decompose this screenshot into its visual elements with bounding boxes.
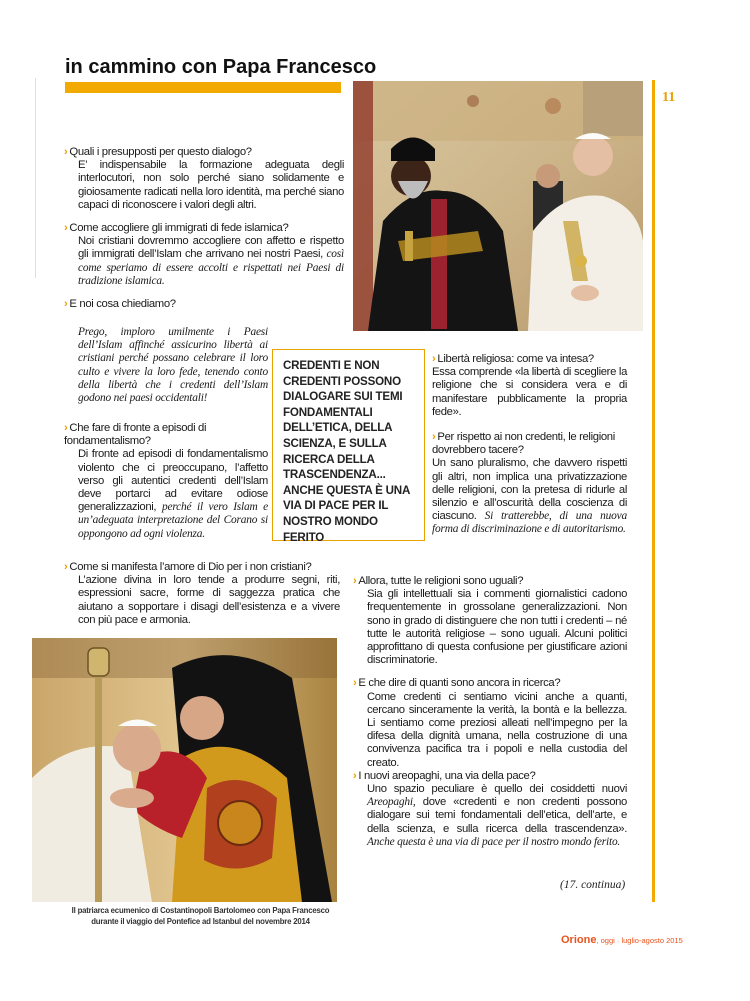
- question-10: › I nuovi areopaghi, una via della pace?: [353, 769, 536, 782]
- question-3: › E noi cosa chiediamo?: [64, 298, 176, 311]
- column-left-top: [64, 146, 344, 311]
- answer-3-block: [78, 326, 268, 405]
- answer-4: Di fronte ad episodi di fondamentalismo violento che ci preoccupano, l’affetto verso gli autentici credenti dell’Islam deve portarci ad evitare odiose generalizzazioni, perché il vero Islam e un’adeguata interpretazione del Corano si oppongono ad ogni violenza.: [78, 448, 268, 540]
- answer-2: Noi cristiani dovremmo accogliere con affetto e rispetto gli immigrati dell’Islam che arrivano nei nostri Paesi, così come speriamo di essere accolti e rispettati nei Paesi di tradizione islamica.: [78, 235, 344, 287]
- left-margin-rule: [35, 78, 36, 278]
- answer-8: Sia gli intellettuali sia i commenti giornalistici cadono frequentemente in grossolane generalizzazioni. Non sono in grado di distinguere che non tutti i credenti – né tutte le autorità religiose – sono uguali. Alcuni politici approfittano di questa confusione per giustificare azioni discriminatorie.: [367, 588, 627, 667]
- header-accent-bar: [65, 82, 341, 93]
- answer-3: Prego, imploro umilmente i Paesi dell’Islam affinché assicurino libertà ai cristiani perché possano celebrare il loro culto e vivere la loro fede, tenendo conto della libertà che i credenti dell’Islam godono nei paesi occidentali!: [78, 326, 268, 405]
- chevron-right-icon: ›: [353, 769, 357, 782]
- chevron-right-icon: ›: [64, 146, 68, 158]
- photo-caption: Il patriarca ecumenico di Costantinopoli Bartolomeo con Papa Francesco durante il viaggio del Pontefice ad Istanbul del novembre 2014: [71, 906, 330, 926]
- chevron-right-icon: ›: [64, 561, 68, 573]
- photo-patriarch-bartholomew-embrace: [32, 638, 337, 902]
- question-4: › Che fare di fronte a episodi di fondamentalismo?: [64, 422, 207, 448]
- pull-quote-box: [272, 349, 425, 544]
- answer-5: L’azione divina in loro tende a produrre segni, riti, espressioni sacre, forme di saggezza pratica che aiutano a sopportare i disagi dell’esistenza e a vivere con più pace e armonia.: [78, 574, 340, 626]
- continued-note: (17. continua): [560, 879, 626, 891]
- column-left-bottom: [64, 561, 340, 627]
- photo-pope-and-patriarch: [353, 81, 643, 331]
- question-8: › Allora, tutte le religioni sono uguali?: [353, 575, 524, 587]
- answer-10: Uno spazio peculiare è quello dei cosiddetti nuovi Areopaghi, dove «credenti e non credenti possono dialogare sui temi fondamentali dell’etica, dell’arte, e della scienza, e sulla ricerca della trascendenza». Anche questa è una via di pace per il nostro mondo ferito.: [367, 783, 627, 848]
- column-right-top: [432, 353, 627, 537]
- chevron-right-icon: ›: [64, 298, 68, 311]
- chevron-right-icon: ›: [353, 575, 357, 587]
- answer-7: Un sano pluralismo, che davvero rispetti gli altri, non implica una privatizzazione delle religioni, con la pretesa di ridurle al silenzio e all’oscurità della coscienza di ciascuno. Si tratterebbe, di una nuova forma di discriminazione e di autoritarismo.: [432, 457, 627, 536]
- footer-brand: [561, 930, 683, 948]
- chevron-right-icon: ›: [64, 422, 68, 434]
- question-2: › Come accogliere gli immigrati di fede islamica?: [64, 222, 289, 235]
- column-right-bottom: [353, 575, 627, 849]
- magazine-name: Orione: [561, 934, 597, 946]
- right-accent-rule: [652, 80, 655, 902]
- chevron-right-icon: ›: [432, 353, 436, 365]
- question-9: › E che dire di quanti sono ancora in ricerca?: [353, 677, 561, 690]
- column-left-middle: [64, 422, 268, 541]
- pull-quote-text: CREDENTI E NON CREDENTI POSSONO DIALOGARE SUI TEMI FONDAMENTALI DELL’ETICA, DELLA SCIENZA, E SULLA RICERCA DELLA TRASCENDENZA... ANCHE QUESTA È UNA VIA DI PACE PER IL NOSTRO MONDO FERITO: [283, 359, 410, 544]
- chevron-right-icon: ›: [432, 431, 436, 444]
- question-1: › Quali i presupposti per questo dialogo?: [64, 146, 252, 158]
- answer-6: Essa comprende «la libertà di scegliere la religione che si considera vera e di manifestare pubblicamente la propria fede».: [432, 366, 627, 418]
- answer-9: Come credenti ci sentiamo vicini anche a quanti, cercano sinceramente la verità, la bontà e la bellezza. Li sentiamo come preziosi alleati nell’impegno per la difesa della dignità umana, nella costruzione di una convivenza pacifica tra i popoli e nella custodia del creato.: [367, 690, 627, 769]
- page-number: 11: [662, 90, 676, 105]
- question-7: › Per rispetto ai non credenti, le religioni dovrebbero tacere?: [432, 431, 615, 457]
- chevron-right-icon: ›: [64, 222, 68, 235]
- chevron-right-icon: ›: [353, 677, 357, 690]
- answer-1: E’ indispensabile la formazione adeguata degli interlocutori, non solo perché siano solidamente e gioiosamente radicati nella loro identità, ma perché siano capaci di riconoscere i valori degli altri.: [78, 159, 344, 211]
- question-5: › Come si manifesta l’amore di Dio per i non cristiani?: [64, 561, 312, 573]
- question-6: › Libertà religiosa: come va intesa?: [432, 353, 594, 365]
- page-title: in cammino con Papa Francesco: [65, 56, 377, 78]
- issue-date: , oggi · luglio-agosto 2015: [596, 936, 683, 945]
